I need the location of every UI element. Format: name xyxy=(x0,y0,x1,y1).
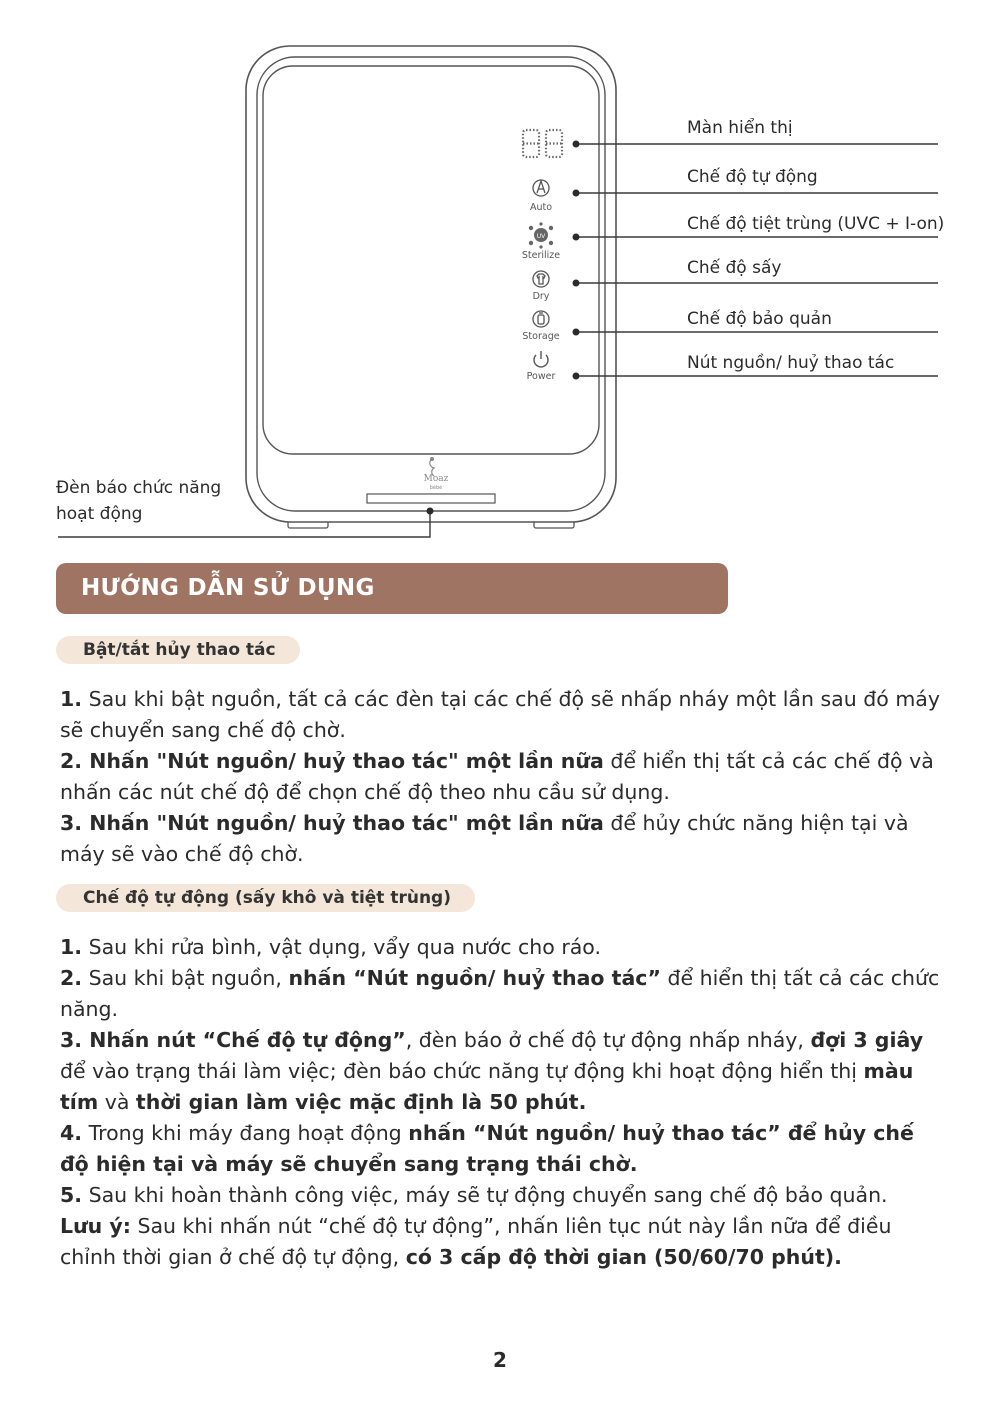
auto-step-4: 4. Trong khi máy đang hoạt động nhấn “Nút nguồn/ huỷ thao tác” để hủy chế độ hiện tại và máy sẽ chuyển sang trạng thái chờ. xyxy=(60,1121,914,1176)
subsection-pill-onoff-label: Bật/tắt hủy thao tác xyxy=(83,640,276,660)
onoff-instructions xyxy=(60,684,945,870)
label-storage: Chế độ bảo quản xyxy=(687,309,832,329)
auto-step-5: 5. Sau khi hoàn thành công việc, máy sẽ tự động chuyển sang chế độ bảo quản. xyxy=(60,1183,888,1207)
label-display: Màn hiển thị xyxy=(687,118,793,138)
auto-instructions xyxy=(60,932,945,1273)
storage-caption: Storage xyxy=(522,331,560,342)
auto-note: Lưu ý: Sau khi nhấn nút “chế độ tự động”, nhấn liên tục nút này lần nữa để điều chỉnh thời gian ở chế độ tự động, có 3 cấp độ thời gian (50/60/70 phút). xyxy=(60,1214,892,1269)
label-power: Nút nguồn/ huỷ thao tác xyxy=(687,353,895,373)
onoff-step-3: 3. Nhấn "Nút nguồn/ huỷ thao tác" một lần nữa để hủy chức năng hiện tại và máy sẽ vào chế độ chờ. xyxy=(60,811,909,866)
onoff-step-1: 1. Sau khi bật nguồn, tất cả các đèn tại các chế độ sẽ nhấp nháy một lần sau đó máy sẽ chuyển sang chế độ chờ. xyxy=(60,687,940,742)
svg-text:bébé: bébé xyxy=(429,485,443,491)
power-caption: Power xyxy=(526,371,556,382)
auto-step-2: 2. Sau khi bật nguồn, nhấn “Nút nguồn/ huỷ thao tác” để hiển thị tất cả các chức năng. xyxy=(60,966,940,1021)
label-indicator-line1: Đèn báo chức năng xyxy=(56,478,222,498)
auto-step-3: 3. Nhấn nút “Chế độ tự động”, đèn báo ở chế độ tự động nhấp nháy, đợi 3 giây để vào trạng thái làm việc; đèn báo chức năng tự động khi hoạt động hiển thị màu tím và thời gian làm việc mặc định là 50 phút. xyxy=(60,1028,924,1114)
subsection-pill-onoff xyxy=(56,636,300,664)
section-title-band xyxy=(56,563,728,614)
sterilize-caption: Sterilize xyxy=(521,250,561,261)
auto-step-1: 1. Sau khi rửa bình, vật dụng, vẩy qua nước cho ráo. xyxy=(60,935,602,959)
label-indicator-line2: hoạt động xyxy=(56,504,143,524)
subsection-pill-auto xyxy=(56,884,475,912)
label-sterilize: Chế độ tiệt trùng (UVC + I-on) xyxy=(687,214,945,234)
page-number: 2 xyxy=(493,1348,507,1372)
onoff-step-2: 2. Nhấn "Nút nguồn/ huỷ thao tác" một lần nữa để hiển thị tất cả các chế độ và nhấn các nút chế độ để chọn chế độ theo nhu cầu sử dụng. xyxy=(60,749,934,804)
dry-caption: Dry xyxy=(532,291,550,302)
svg-text:Moaz: Moaz xyxy=(423,474,449,484)
label-auto: Chế độ tự động xyxy=(687,167,818,187)
label-dry: Chế độ sấy xyxy=(687,258,782,278)
section-title: HƯỚNG DẪN SỬ DỤNG xyxy=(81,575,375,601)
auto-caption: Auto xyxy=(529,202,553,213)
product-diagram xyxy=(0,0,1000,550)
subsection-pill-auto-label: Chế độ tự động (sấy khô và tiệt trùng) xyxy=(83,888,451,908)
indicator-light-bar xyxy=(367,494,495,503)
uv-caption: UV xyxy=(536,233,546,240)
